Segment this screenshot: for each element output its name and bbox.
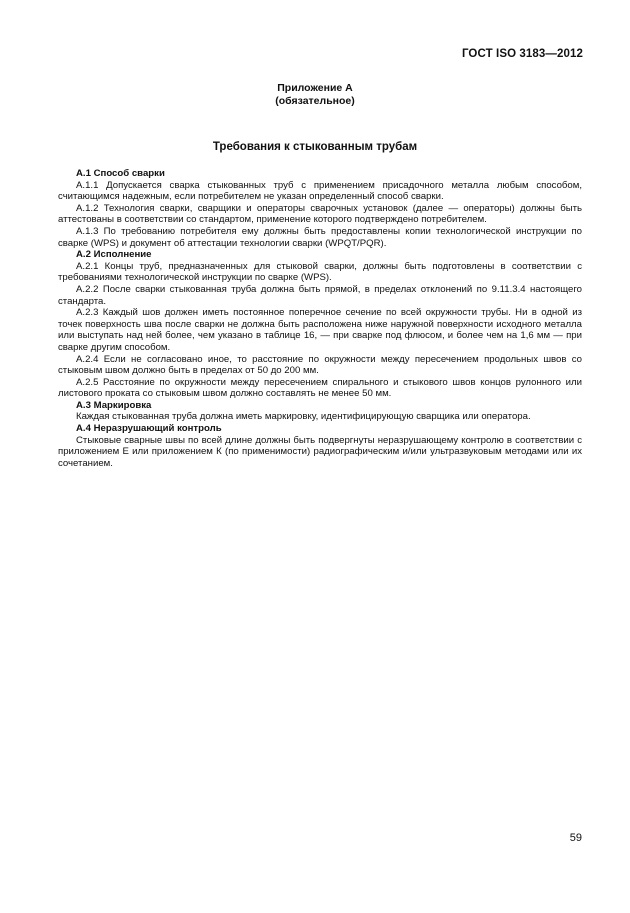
document-body <box>58 168 582 469</box>
paragraph-a1-2: А.1.2 Технология сварки, сварщики и операторы сварочных установок (далее — операторы) должны быть аттестованы в соответствии со стандартом, применение которого подтверждено потребителем. <box>58 202 582 226</box>
requirements-title: Требования к стыкованным трубам <box>212 141 418 153</box>
paragraph-a4-1: Стыковые сварные швы по всей длине должны быть подвергнуты неразрушающему контролю в соответствии с приложением Е или приложением К (по применимости) радиографическим и/или ультразвуковым методами или их сочетанием. <box>58 434 582 469</box>
paragraph-a1-1: А.1.1 Допускается сварка стыкованных труб с применением присадочного металла любым способом, считающимся надежным, если потребителем не указан определенный способ сварки. <box>58 179 582 203</box>
page-number: 59 <box>569 832 582 844</box>
section-heading-a1: А.1 Способ сварки <box>76 168 165 179</box>
paragraph-a2-1: А.2.1 Концы труб, предназначенных для стыковой сварки, должны быть подготовлены в соответствии с требованиями технологической инструкции по сварке (WPS). <box>58 260 582 284</box>
section-heading-a4: А.4 Неразрушающий контроль <box>76 423 222 435</box>
paragraph-a3-1: Каждая стыкованная труба должна иметь маркировку, идентифицирующую сварщика или оператора. <box>76 411 531 423</box>
document-code: ГОСТ ISO 3183—2012 <box>461 48 583 60</box>
section-heading-a3: А.3 Маркировка <box>76 399 152 411</box>
section-heading-a2: А.2 Исполнение <box>76 249 152 261</box>
paragraph-a2-2: А.2.2 После сварки стыкованная труба должна быть прямой, в пределах отклонений по 9.11.3.4 настоящего стандарта. <box>58 283 582 307</box>
paragraph-a1-3: А.1.3 По требованию потребителя ему должны быть предоставлены копии технологической инструкции по сварке (WPS) и документ об аттестации технологии сварки (WPQT/PQR). <box>58 225 582 249</box>
paragraph-a2-4: А.2.4 Если не согласовано иное, то расстояние по окружности между пересечением продольных швов со стыковым швом должно быть в пределах от 50 до 200 мм. <box>58 353 582 377</box>
annex-status: (обязательное) <box>275 95 355 107</box>
paragraph-a2-5: А.2.5 Расстояние по окружности между пересечением спирального и стыкового швов концов рулонного или листового проката со стыковым швом должно составлять не менее 50 мм. <box>58 376 582 400</box>
paragraph-a2-3: А.2.3 Каждый шов должен иметь постоянное поперечное сечение по всей окружности трубы. Ни в одной из точек поверхность шва после сварки не должна быть расположена ниже наружной поверхности исходного металла или выступать над ней более, чем указано в таблице 16, — при сварке под флюсом, и более чем на 1,6 мм — при сварке другим способом. <box>58 307 582 353</box>
annex-title: Приложение А <box>277 82 353 94</box>
